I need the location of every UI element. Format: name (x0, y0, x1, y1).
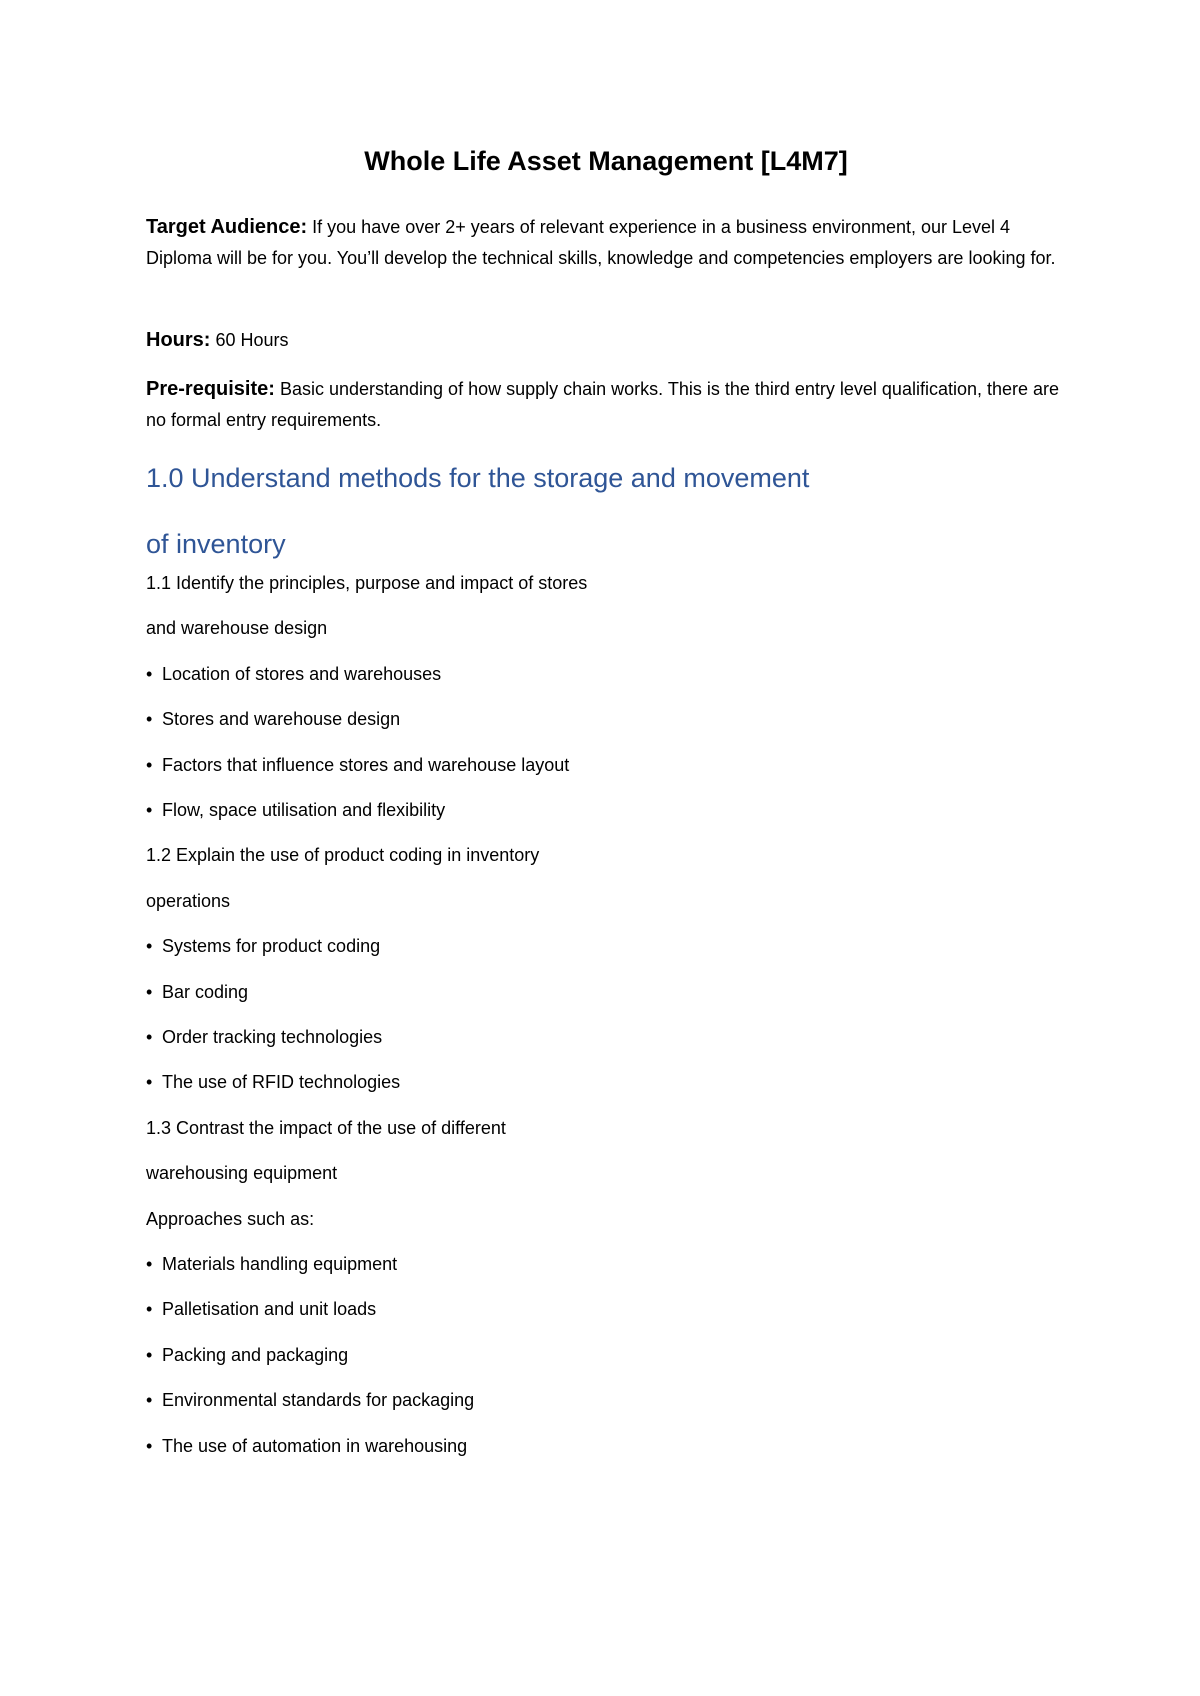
bullet-item (146, 1028, 382, 1046)
bullet-icon: • (146, 1027, 153, 1047)
bullet-icon: • (146, 663, 153, 684)
target-audience-paragraph (146, 212, 1066, 274)
bullet-item (146, 1073, 400, 1091)
bullet-icon: • (146, 709, 153, 730)
line-text: Location of stores and warehouses (162, 663, 442, 684)
bullet-item (146, 1437, 467, 1455)
line-text: Approaches such as: (146, 1208, 315, 1229)
bullet-icon: • (146, 754, 153, 775)
section-heading-line-1: 1.0 Understand methods for the storage and movement (146, 463, 810, 493)
line-text: Systems for product coding (162, 936, 381, 957)
bullet-item (146, 710, 400, 728)
line-text: 1.2 Explain the use of product coding in inventory (146, 845, 540, 866)
line-text: Factors that influence stores and warehouse layout (162, 754, 570, 775)
line-text: Stores and warehouse design (162, 709, 401, 730)
document-title: Whole Life Asset Management [L4M7] (364, 146, 848, 176)
bullet-item (146, 801, 445, 819)
bullet-item (146, 937, 380, 955)
text-line (146, 574, 587, 592)
line-text: Bar coding (162, 981, 249, 1002)
text-line (146, 892, 230, 910)
bullet-item (146, 756, 569, 774)
bullet-icon: • (146, 981, 153, 1002)
line-text: operations (146, 890, 231, 911)
text-line (146, 846, 539, 864)
prerequisite-label: Pre-requisite: (146, 378, 275, 400)
target-audience-text: If you have over 2+ years of relevant experience in a business environment, our Level 4 Diploma will be for you. You’ll develop the technical skills, knowledge and competencies employers are looking for. (146, 217, 1056, 268)
line-text: Palletisation and unit loads (162, 1299, 377, 1320)
line-text: Packing and packaging (162, 1344, 349, 1365)
text-line (146, 619, 327, 637)
line-text: The use of RFID technologies (162, 1072, 401, 1093)
hours-label: Hours: (146, 329, 211, 351)
text-line (146, 1210, 314, 1228)
line-text: 1.3 Contrast the impact of the use of different (146, 1117, 506, 1138)
bullet-item (146, 1300, 376, 1318)
hours-paragraph (146, 325, 1066, 356)
bullet-icon: • (146, 1344, 153, 1365)
bullet-icon: • (146, 936, 153, 957)
hours-text: 60 Hours (215, 330, 289, 350)
line-text: Environmental standards for packaging (162, 1390, 475, 1411)
target-audience-label: Target Audience: (146, 216, 308, 238)
prerequisite-text: Basic understanding of how supply chain works. This is the third entry level qualification, there are no formal entry requirements. (146, 379, 1060, 430)
line-text: Order tracking technologies (162, 1027, 383, 1047)
text-line (146, 1164, 337, 1182)
line-text: 1.1 Identify the principles, purpose and impact of stores (146, 573, 588, 593)
line-text: Flow, space utilisation and flexibility (162, 800, 446, 820)
line-text: and warehouse design (146, 618, 328, 639)
prerequisite-paragraph (146, 374, 1066, 436)
bullet-icon: • (146, 1299, 153, 1320)
bullet-item (146, 1346, 348, 1364)
bullet-icon: • (146, 1072, 153, 1093)
bullet-icon: • (146, 800, 153, 820)
section-heading-line-2: of inventory (146, 529, 286, 559)
bullet-icon: • (146, 1390, 153, 1411)
bullet-item (146, 1391, 474, 1409)
line-text: The use of automation in warehousing (162, 1435, 468, 1456)
text-line (146, 1119, 506, 1137)
bullet-icon: • (146, 1435, 153, 1456)
bullet-item (146, 665, 441, 683)
line-text: warehousing equipment (146, 1163, 338, 1184)
bullet-item (146, 983, 248, 1001)
bullet-icon: • (146, 1254, 153, 1274)
bullet-item (146, 1255, 397, 1273)
line-text: Materials handling equipment (162, 1254, 398, 1274)
